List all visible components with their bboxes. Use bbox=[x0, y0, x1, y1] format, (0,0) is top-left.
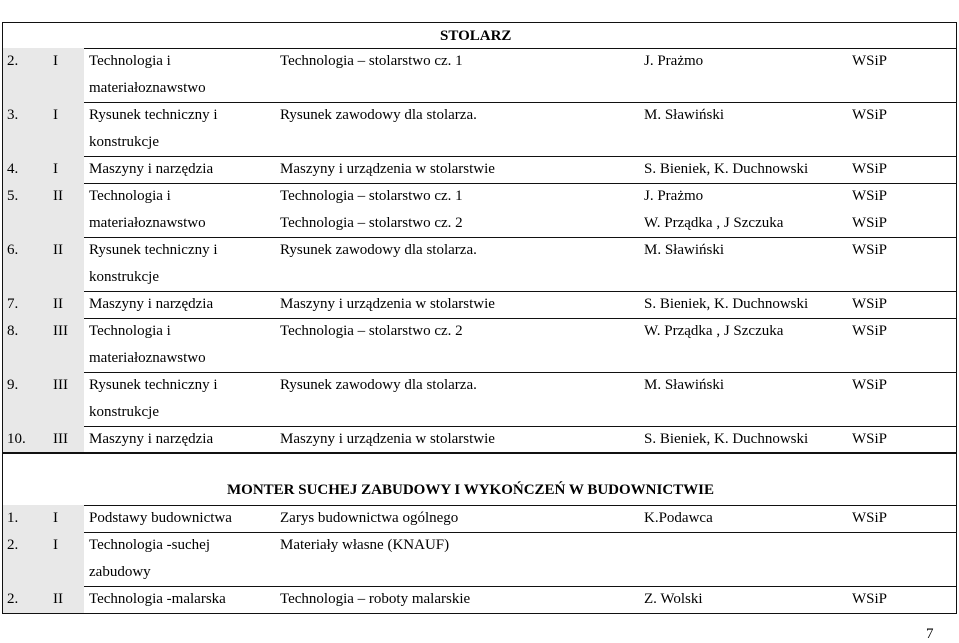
cell-text: Zarys budownictwa ogólnego bbox=[280, 510, 459, 526]
cell-author bbox=[639, 318, 847, 372]
cell-num bbox=[2, 237, 48, 291]
cell-book bbox=[275, 505, 639, 532]
cell-author bbox=[639, 291, 847, 318]
cell-text: I bbox=[53, 53, 58, 69]
cell-subject bbox=[84, 48, 275, 102]
table-border bbox=[2, 452, 957, 453]
cell-cls bbox=[48, 237, 84, 291]
cell-text: Technologia -suchej bbox=[89, 537, 210, 553]
cell-text: J. Prażmo bbox=[644, 53, 704, 69]
table-border bbox=[2, 613, 957, 614]
cell-text: 7. bbox=[7, 296, 19, 312]
cell-text: WSiP bbox=[852, 161, 888, 177]
cell-text: M. Sławiński bbox=[644, 377, 725, 393]
cell-text: 10. bbox=[7, 431, 26, 447]
cell-author bbox=[639, 156, 847, 183]
cell-author bbox=[639, 102, 847, 156]
cell-text: 4. bbox=[7, 161, 19, 177]
cell-cls bbox=[48, 291, 84, 318]
cell-subject bbox=[84, 291, 275, 318]
cell-text: Maszyny i urządzenia w stolarstwie bbox=[280, 431, 495, 447]
cell-text: I bbox=[53, 161, 58, 177]
cell-book bbox=[275, 156, 639, 183]
cell-publisher bbox=[847, 291, 957, 318]
table-border bbox=[2, 452, 3, 614]
cell-book bbox=[275, 532, 639, 586]
cell-text: K.Podawca bbox=[644, 510, 713, 526]
section-title: STOLARZ bbox=[440, 28, 512, 44]
cell-subject bbox=[84, 426, 275, 453]
cell-book bbox=[275, 372, 639, 426]
cell-text: II bbox=[53, 591, 63, 607]
table-row bbox=[2, 102, 957, 156]
cell-num bbox=[2, 532, 48, 586]
cell-text: Rysunek zawodowy dla stolarza. bbox=[280, 107, 477, 123]
cell-text: Technologia i bbox=[89, 53, 171, 69]
cell-text: 8. bbox=[7, 323, 19, 339]
cell-cls bbox=[48, 102, 84, 156]
cell-text: S. Bieniek, K. Duchnowski bbox=[644, 296, 809, 312]
cell-text: III bbox=[53, 431, 68, 447]
cell-text: I bbox=[53, 107, 58, 123]
cell-author bbox=[639, 586, 847, 613]
cell-text: Technologia – stolarstwo cz. 1 bbox=[280, 53, 463, 69]
cell-cls bbox=[48, 183, 84, 237]
cell-subject bbox=[84, 156, 275, 183]
cell-text: Maszyny i narzędzia bbox=[89, 161, 214, 177]
cell-text: Technologia i bbox=[89, 188, 171, 204]
cell-num bbox=[2, 372, 48, 426]
cell-publisher bbox=[847, 532, 957, 586]
cell-text: Technologia – stolarstwo cz. 2 bbox=[280, 323, 463, 339]
cell-author bbox=[639, 183, 847, 237]
cell-publisher bbox=[847, 102, 957, 156]
cell-publisher bbox=[847, 183, 957, 237]
table-border bbox=[956, 22, 957, 454]
cell-publisher bbox=[847, 372, 957, 426]
cell-text: Maszyny i narzędzia bbox=[89, 431, 214, 447]
cell-num bbox=[2, 291, 48, 318]
cell-text: Z. Wolski bbox=[644, 591, 703, 607]
cell-text: 2. bbox=[7, 537, 19, 553]
cell-text: WSiP bbox=[852, 242, 888, 258]
cell-text: II bbox=[53, 188, 63, 204]
cell-cls bbox=[48, 532, 84, 586]
cell-book bbox=[275, 102, 639, 156]
cell-text: Maszyny i urządzenia w stolarstwie bbox=[280, 296, 495, 312]
cell-text: WSiP bbox=[852, 323, 888, 339]
cell-text: Technologia – stolarstwo cz. 2 bbox=[280, 215, 463, 231]
cell-cls bbox=[48, 156, 84, 183]
table-border bbox=[956, 452, 957, 614]
cell-text: Rysunek zawodowy dla stolarza. bbox=[280, 377, 477, 393]
cell-text: WSiP bbox=[852, 431, 888, 447]
cell-text: materiałoznawstwo bbox=[89, 350, 206, 366]
cell-subject bbox=[84, 532, 275, 586]
section-header bbox=[2, 22, 957, 48]
cell-text: Rysunek zawodowy dla stolarza. bbox=[280, 242, 477, 258]
table-border bbox=[2, 22, 3, 454]
cell-author bbox=[639, 48, 847, 102]
cell-book bbox=[275, 586, 639, 613]
cell-text: WSiP bbox=[852, 296, 888, 312]
table-row bbox=[2, 48, 957, 102]
cell-text: III bbox=[53, 377, 68, 393]
cell-publisher bbox=[847, 426, 957, 453]
cell-text: WSiP bbox=[852, 510, 888, 526]
cell-author bbox=[639, 237, 847, 291]
cell-text: S. Bieniek, K. Duchnowski bbox=[644, 431, 809, 447]
cell-book bbox=[275, 48, 639, 102]
monter-section bbox=[2, 452, 957, 614]
cell-text: M. Sławiński bbox=[644, 107, 725, 123]
cell-book bbox=[275, 183, 639, 237]
cell-subject bbox=[84, 318, 275, 372]
cell-text: konstrukcje bbox=[89, 404, 159, 420]
cell-subject bbox=[84, 505, 275, 532]
cell-text: S. Bieniek, K. Duchnowski bbox=[644, 161, 809, 177]
cell-text: Rysunek techniczny i bbox=[89, 377, 218, 393]
cell-author bbox=[639, 372, 847, 426]
cell-publisher bbox=[847, 505, 957, 532]
cell-text: WSiP bbox=[852, 591, 888, 607]
cell-text: Materiały własne (KNAUF) bbox=[280, 537, 450, 553]
cell-num bbox=[2, 183, 48, 237]
cell-subject bbox=[84, 102, 275, 156]
cell-publisher bbox=[847, 586, 957, 613]
cell-text: WSiP bbox=[852, 188, 888, 204]
cell-text: Technologia i bbox=[89, 323, 171, 339]
cell-text: 1. bbox=[7, 510, 19, 526]
section-header bbox=[2, 452, 957, 505]
table-row bbox=[2, 237, 957, 291]
table-row bbox=[2, 505, 957, 532]
cell-text: J. Prażmo bbox=[644, 188, 704, 204]
cell-cls bbox=[48, 318, 84, 372]
cell-publisher bbox=[847, 318, 957, 372]
cell-book bbox=[275, 291, 639, 318]
cell-text: Technologia – roboty malarskie bbox=[280, 591, 471, 607]
cell-text: II bbox=[53, 242, 63, 258]
cell-text: W. Prządka , J Szczuka bbox=[644, 323, 784, 339]
cell-num bbox=[2, 156, 48, 183]
table-row bbox=[2, 532, 957, 586]
stolarz-section bbox=[2, 22, 957, 454]
cell-text: 3. bbox=[7, 107, 19, 123]
table-row bbox=[2, 426, 957, 453]
table-row bbox=[2, 586, 957, 613]
cell-subject bbox=[84, 237, 275, 291]
cell-text: Technologia – stolarstwo cz. 1 bbox=[280, 188, 463, 204]
cell-num bbox=[2, 586, 48, 613]
cell-num bbox=[2, 505, 48, 532]
cell-text: 2. bbox=[7, 53, 19, 69]
cell-subject bbox=[84, 183, 275, 237]
table-border bbox=[2, 22, 957, 23]
table-row bbox=[2, 372, 957, 426]
table-row bbox=[2, 291, 957, 318]
cell-num bbox=[2, 48, 48, 102]
cell-book bbox=[275, 318, 639, 372]
cell-text: Rysunek techniczny i bbox=[89, 242, 218, 258]
cell-cls bbox=[48, 586, 84, 613]
cell-author bbox=[639, 505, 847, 532]
cell-text: 5. bbox=[7, 188, 19, 204]
cell-text: Rysunek techniczny i bbox=[89, 107, 218, 123]
cell-text: 2. bbox=[7, 591, 19, 607]
table-row bbox=[2, 156, 957, 183]
cell-author bbox=[639, 532, 847, 586]
cell-text: zabudowy bbox=[89, 564, 151, 580]
cell-text: Maszyny i narzędzia bbox=[89, 296, 214, 312]
cell-text: I bbox=[53, 510, 58, 526]
cell-text: II bbox=[53, 296, 63, 312]
cell-cls bbox=[48, 372, 84, 426]
cell-num bbox=[2, 426, 48, 453]
cell-num bbox=[2, 102, 48, 156]
cell-text: WSiP bbox=[852, 377, 888, 393]
cell-text: Technologia -malarska bbox=[89, 591, 226, 607]
cell-text: WSiP bbox=[852, 215, 888, 231]
cell-publisher bbox=[847, 156, 957, 183]
cell-author bbox=[639, 426, 847, 453]
cell-text: WSiP bbox=[852, 53, 888, 69]
cell-text: materiałoznawstwo bbox=[89, 215, 206, 231]
section-title: MONTER SUCHEJ ZABUDOWY I WYKOŃCZEŃ W BUDOWNICTWIE bbox=[227, 482, 715, 498]
cell-text: Maszyny i urządzenia w stolarstwie bbox=[280, 161, 495, 177]
cell-text: W. Prządka , J Szczuka bbox=[644, 215, 784, 231]
cell-num bbox=[2, 318, 48, 372]
cell-text: materiałoznawstwo bbox=[89, 80, 206, 96]
cell-publisher bbox=[847, 237, 957, 291]
cell-text: I bbox=[53, 537, 58, 553]
cell-cls bbox=[48, 426, 84, 453]
cell-cls bbox=[48, 505, 84, 532]
cell-subject bbox=[84, 586, 275, 613]
cell-text: konstrukcje bbox=[89, 134, 159, 150]
cell-text: 9. bbox=[7, 377, 19, 393]
cell-text: III bbox=[53, 323, 68, 339]
cell-subject bbox=[84, 372, 275, 426]
cell-book bbox=[275, 237, 639, 291]
table-row bbox=[2, 183, 957, 237]
table-row bbox=[2, 318, 957, 372]
cell-text: WSiP bbox=[852, 107, 888, 123]
cell-cls bbox=[48, 48, 84, 102]
cell-text: M. Sławiński bbox=[644, 242, 725, 258]
page-number: 7 bbox=[926, 626, 934, 642]
cell-book bbox=[275, 426, 639, 453]
cell-text: Podstawy budownictwa bbox=[89, 510, 232, 526]
cell-text: 6. bbox=[7, 242, 19, 258]
cell-publisher bbox=[847, 48, 957, 102]
cell-text: konstrukcje bbox=[89, 269, 159, 285]
